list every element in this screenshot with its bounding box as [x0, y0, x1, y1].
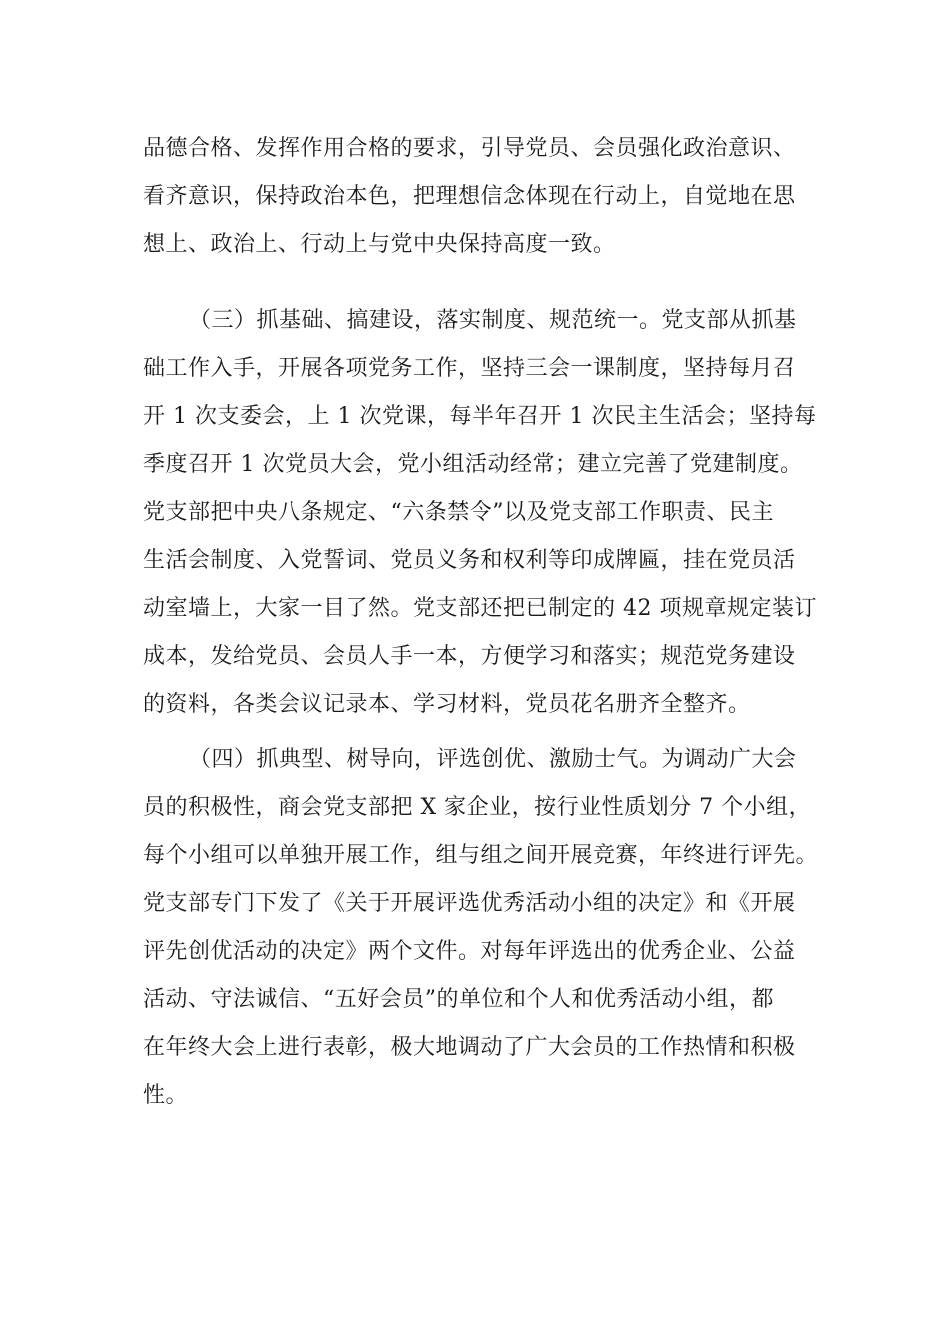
text-line: （三）抓基础、搞建设，落实制度、规范统一。党支部从抓基	[189, 308, 797, 333]
text-line: 党支部专门下发了《关于开展评选优秀活动小组的决定》和《开展	[143, 891, 796, 916]
text-line: 评先创优活动的决定》两个文件。对每年评选出的优秀企业、公益	[143, 939, 796, 964]
text-line: 的资料，各类会议记录本、学习材料，党员花名册齐全整齐。	[143, 692, 751, 717]
paragraph-section-4	[143, 736, 823, 1120]
text-line: 活动、守法诚信、“五好会员”的单位和个人和优秀活动小组，都	[143, 987, 774, 1012]
text-line: 生活会制度、入党誓词、党员义务和权利等印成牌匾，挂在党员活	[143, 548, 796, 573]
text-line: 看齐意识，保持政治本色，把理想信念体现在行动上，自觉地在思	[143, 184, 796, 209]
text-line: 成本，发给党员、会员人手一本，方便学习和落实；规范党务建设	[143, 644, 796, 669]
text-line: 性。	[143, 1083, 189, 1108]
text-line: 季度召开 1 次党员大会，党小组活动经常；建立完善了党建制度。	[143, 452, 803, 477]
paragraph-political-requirements	[143, 125, 823, 269]
text-line: 品德合格、发挥作用合格的要求，引导党员、会员强化政治意识、	[143, 136, 796, 161]
text-line: 础工作入手，开展各项党务工作，坚持三会一课制度，坚持每月召	[143, 356, 796, 381]
text-line: 员的积极性，商会党支部把 X 家企业，按行业性质划分 7 个小组，	[143, 795, 812, 820]
paragraph-section-3	[143, 297, 823, 729]
text-line: 每个小组可以单独开展工作，组与组之间开展竞赛，年终进行评先。	[143, 843, 819, 868]
text-line: （四）抓典型、树导向，评选创优、激励士气。为调动广大会	[189, 747, 797, 772]
text-line: 动室墙上，大家一目了然。党支部还把已制定的 42 项规章规定装订	[143, 596, 817, 621]
text-line: 在年终大会上进行表彰，极大地调动了广大会员的工作热情和积极	[143, 1035, 796, 1060]
text-line: 想上、政治上、行动上与党中央保持高度一致。	[143, 232, 616, 257]
text-line: 开 1 次支委会，上 1 次党课，每半年召开 1 次民主生活会；坚持每	[143, 404, 817, 429]
text-line: 党支部把中央八条规定、“六条禁令”以及党支部工作职责、民主	[143, 500, 774, 525]
